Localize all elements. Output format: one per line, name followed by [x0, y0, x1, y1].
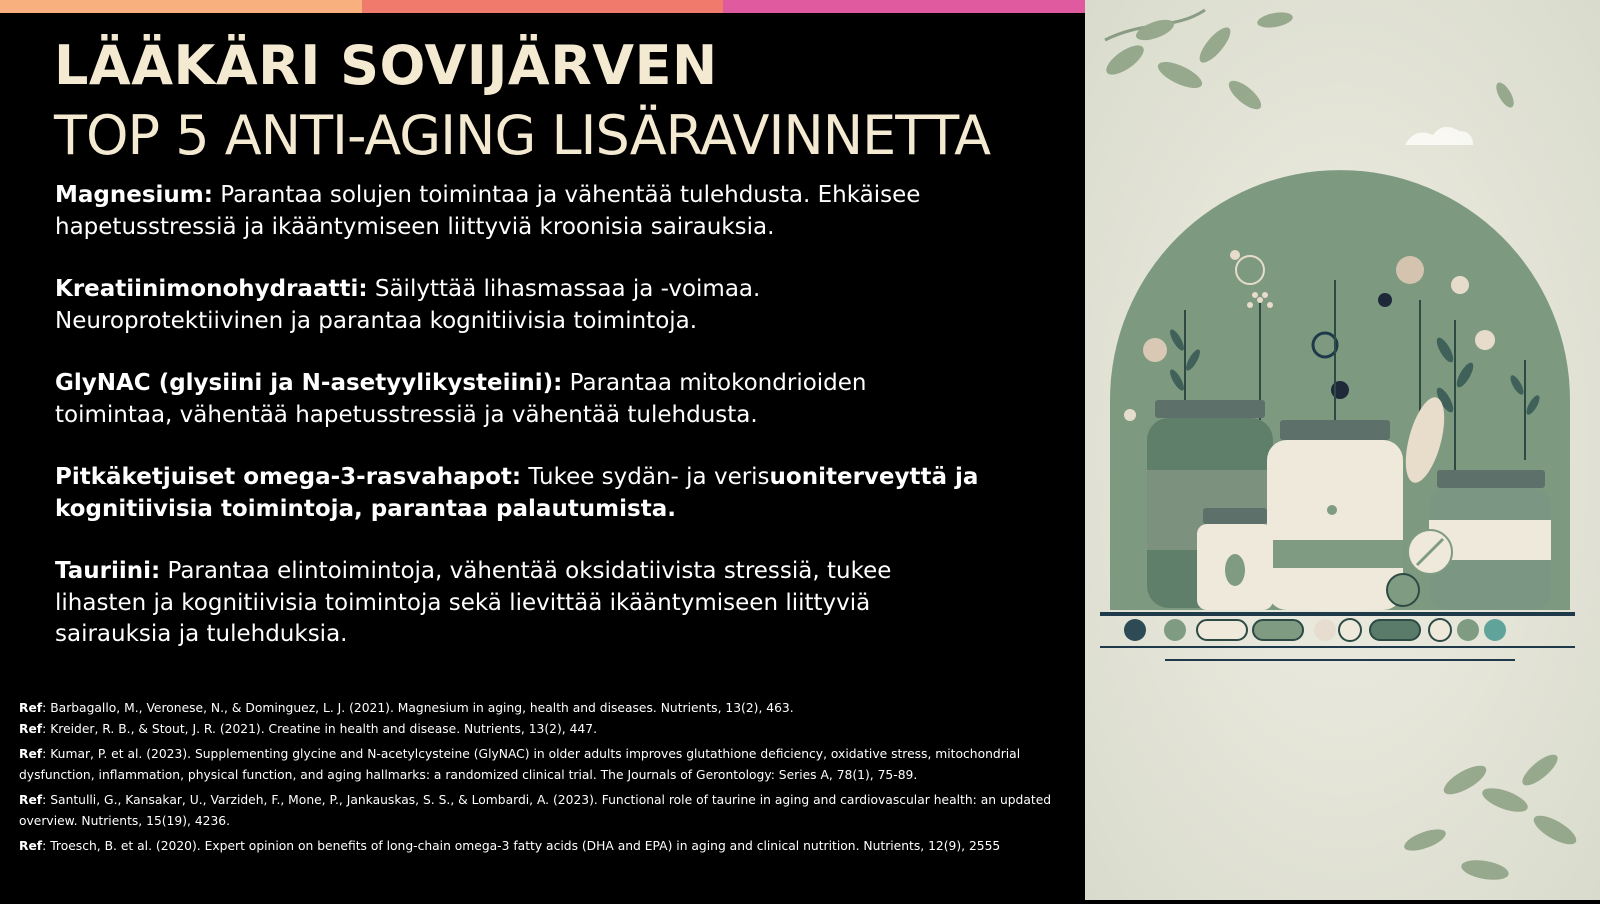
supplement-list [55, 180, 985, 682]
ref-text: : Troesch, B. et al. (2020). Expert opinion on benefits of long-chain omega-3 fatty acids (DHA and EPA) in aging and clinical nutrition. Nutrients, 12(9), 2555 [42, 839, 1001, 853]
ref-text: : Kumar, P. et al. (2023). Supplementing glycine and N-acetylcysteine (GlyNAC) in older adults improves glutathione deficiency, oxidative stress, mitochondrial dysfunction, inflammation, physical function, and aging hallmarks: a randomized clinical trial. The Journals of Gerontology: Series A, 78(1), 75-89. [19, 747, 1021, 782]
list-item [55, 556, 985, 651]
ref-label: Ref [19, 721, 43, 736]
item-text: Parantaa mitokondrioiden toimintaa, vähentää hapetusstressiä ja vähentää tulehdusta. [55, 370, 867, 428]
accent-bar-pink [723, 0, 1085, 13]
list-item [55, 274, 985, 337]
reference [19, 719, 1079, 740]
item-text: Tukee sydän- ja veris [521, 464, 770, 490]
supplement-bottles-botanical-illustration-icon [1085, 0, 1600, 900]
accent-bar [0, 0, 1085, 13]
illustration-panel [1085, 0, 1600, 900]
ref-text: : Kreider, R. B., & Stout, J. R. (2021). Creatine in health and disease. Nutrients, 13(2), 447. [42, 721, 597, 736]
ref-label: Ref [19, 701, 43, 715]
page-title-line2: TOP 5 ANTI-AGING LISÄRAVINNETTA [54, 104, 991, 167]
reference [19, 790, 1079, 831]
accent-bar-coral [362, 0, 724, 13]
item-name: Kreatiinimonohydraatti: [55, 276, 368, 302]
bottle-small [1197, 508, 1273, 610]
item-name: Pitkäketjuiset omega-3-rasvahapot: [55, 464, 522, 490]
item-text-bold: uoniterveyttä ja kognitiivisia toimintoja, parantaa palautumista. [55, 464, 979, 522]
item-name: Tauriini: [55, 558, 161, 584]
ref-label: Ref [19, 839, 43, 853]
reference [19, 744, 1079, 785]
reference [19, 836, 1079, 857]
accent-bar-orange [0, 0, 362, 13]
item-name: Magnesium: [55, 182, 213, 208]
list-item [55, 180, 985, 243]
references [19, 698, 1079, 857]
shelf [1100, 612, 1575, 616]
ref-text: : Barbagallo, M., Veronese, N., & Dominguez, L. J. (2021). Magnesium in aging, health and diseases. Nutrients, 13(2), 463. [42, 701, 794, 715]
list-item [55, 462, 985, 525]
ref-label: Ref [19, 747, 43, 761]
reference [19, 698, 1079, 719]
item-name: GlyNAC (glysiini ja N-asetyylikysteiini): [55, 370, 563, 396]
item-text: Säilyttää lihasmassaa ja -voimaa. Neuroprotektiivinen ja parantaa kognitiivisia toimintoja. [55, 276, 761, 334]
ref-text: : Santulli, G., Kansakar, U., Varzideh, F., Mone, P., Jankauskas, S. S., & Lombardi, A. (2023). Functional role of taurine in aging and cardiovascular health: an updated overview. Nutrients, 15(19), 4236. [19, 793, 1052, 828]
item-text: Parantaa elintoimintoja, vähentää oksidatiivista stressiä, tukee lihasten ja kognitiivisia toimintoja sekä lievittää ikääntymiseen liittyviä sairauksia ja tulehduksia. [55, 558, 892, 647]
page-title-line1: LÄÄKÄRI SOVIJÄRVEN [54, 34, 718, 97]
ref-label: Ref [19, 793, 43, 807]
bottle-center [1267, 420, 1403, 610]
item-text: Parantaa solujen toimintaa ja vähentää tulehdusta. Ehkäisee hapetusstressiä ja ikääntymiseen liittyviä kroonisia sairauksia. [55, 182, 921, 240]
list-item [55, 368, 985, 431]
